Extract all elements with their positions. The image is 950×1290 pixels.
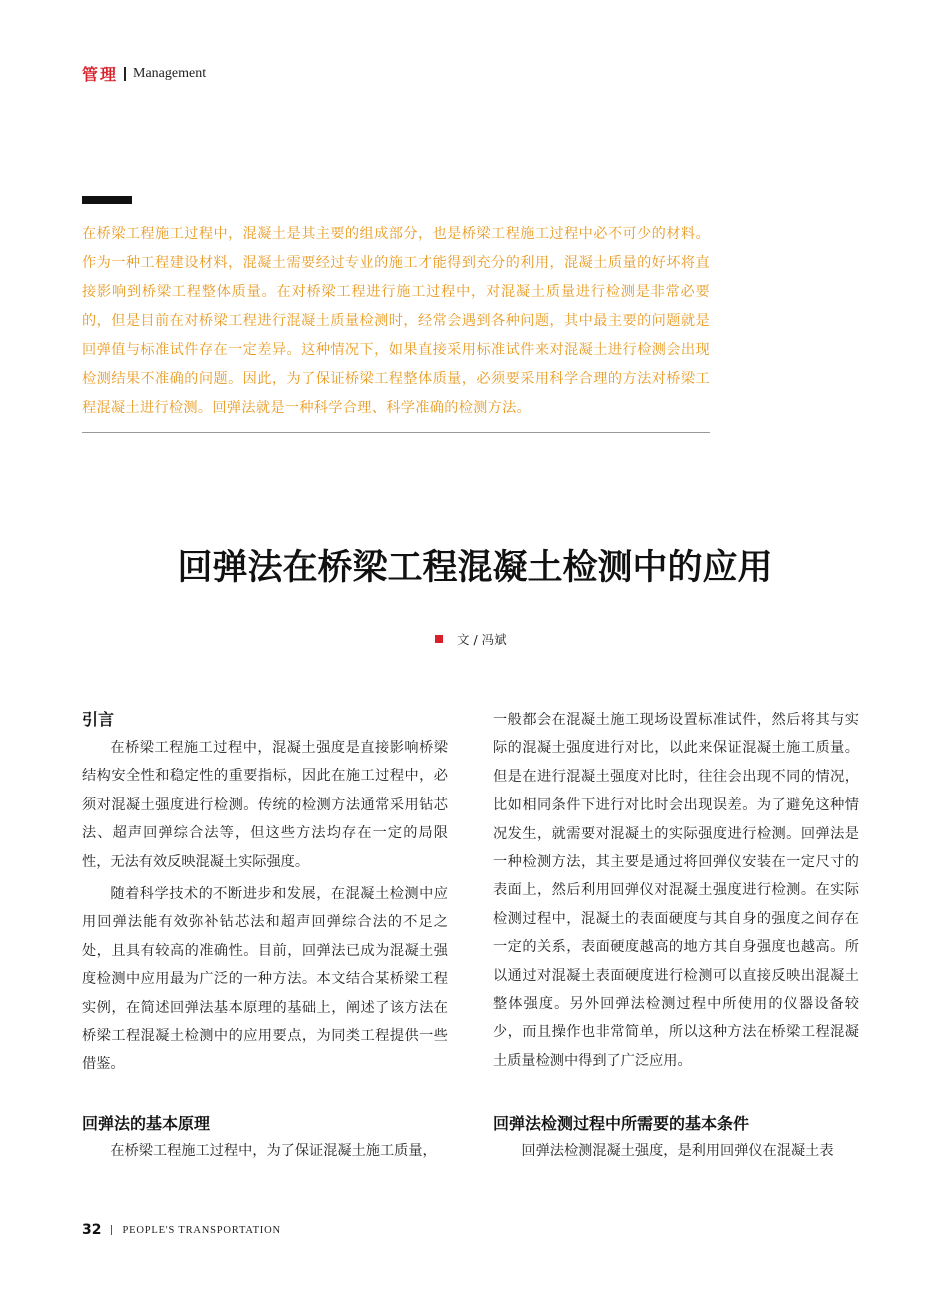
footer-divider [111, 1225, 112, 1235]
header-divider [124, 67, 126, 81]
right-column-paragraph: 一般都会在混凝土施工现场设置标准试件，然后将其与实际的混凝土强度进行对比，以此来保证混凝土施工质量。但是在进行混凝土强度对比时，往往会出现不同的情况，比如相同条件下进行对比时会出现误差。为了避免这种情况发生，就需要对混凝土的实际强度进行检测。回弹法是一种检测方法，其主要是通过将回弹仪安装在一定尺寸的表面上，然后利用回弹仪对混凝土强度进行检测。在实际检测过程中，混凝土的表面硬度与其自身的强度之间存在一定的关系，表面硬度越高的地方其自身强度也越高。所以通过对混凝土表面硬度进行检测可以直接反映出混凝土整体强度。另外回弹法检测过程中所使用的仪器设备较少，而且操作也非常简单，所以这种方法在桥梁工程混凝土质量检测中得到了广泛应用。 [493, 712, 859, 1069]
page-number: 32 [82, 1222, 102, 1238]
abstract-divider [82, 432, 710, 433]
author-line: 文 / 冯斌 [457, 632, 507, 647]
right-column-section [493, 706, 859, 1075]
basic-principle-heading: 回弹法的基本原理 [82, 1114, 211, 1133]
abstract-text: 在桥梁工程施工过程中，混凝土是其主要的组成部分，也是桥梁工程施工过程中必不可少的材料。作为一种工程建设材料，混凝土需要经过专业的施工才能得到充分的利用，混凝土质量的好坏将直接影响到桥梁工程整体质量。在对桥梁工程进行施工过程中，对混凝土质量进行检测是非常必要的，但是目前在对桥梁工程进行混凝土质量检测时，经常会遇到各种问题，其中最主要的问题就是回弹值与标准试件存在一定差异。这种情况下，如果直接采用标准试件来对混凝土进行检测会出现检测结果不准确的问题。因此，为了保证桥梁工程整体质量，必须要采用科学合理的方法对桥梁工程混凝土进行检测。回弹法就是一种科学合理、科学准确的检测方法。 [82, 226, 710, 416]
intro-heading: 引言 [82, 710, 115, 729]
section-title-en: Management [133, 65, 207, 81]
intro-section [82, 706, 448, 1079]
byline [435, 630, 507, 648]
intro-paragraph-2: 随着科学技术的不断进步和发展，在混凝土检测中应用回弹法能有效弥补钻芯法和超声回弹综合法的不足之处，且具有较高的准确性。目前，回弹法已成为混凝土强度检测中应用最为广泛的一种方法。本文结合某桥梁工程实例，在简述回弹法基本原理的基础上，阐述了该方法在桥梁工程混凝土检测中的应用要点，为同类工程提供一些借鉴。 [82, 886, 448, 1073]
abstract-marker-bar [82, 196, 132, 204]
basic-principle-paragraph: 在桥梁工程施工过程中，为了保证混凝土施工质量， [110, 1143, 437, 1159]
byline-square-icon [435, 635, 443, 643]
section-title-cn: 管理 [82, 65, 119, 84]
basic-conditions-heading: 回弹法检测过程中所需要的基本条件 [493, 1114, 750, 1133]
section-header [82, 62, 206, 85]
journal-name: PEOPLE'S TRANSPORTATION [122, 1224, 281, 1236]
intro-paragraph-1: 在桥梁工程施工过程中，混凝土强度是直接影响桥梁结构安全性和稳定性的重要指标，因此在施工过程中，必须对混凝土强度进行检测。传统的检测方法通常采用钻芯法、超声回弹综合法等，但这些方法均存在一定的局限性，无法有效反映混凝土实际强度。 [82, 740, 448, 870]
basic-conditions-paragraph: 回弹法检测混凝土强度，是利用回弹仪在混凝土表 [521, 1143, 834, 1159]
page-footer [82, 1222, 281, 1238]
article-title: 回弹法在桥梁工程混凝土检测中的应用 [177, 547, 773, 588]
